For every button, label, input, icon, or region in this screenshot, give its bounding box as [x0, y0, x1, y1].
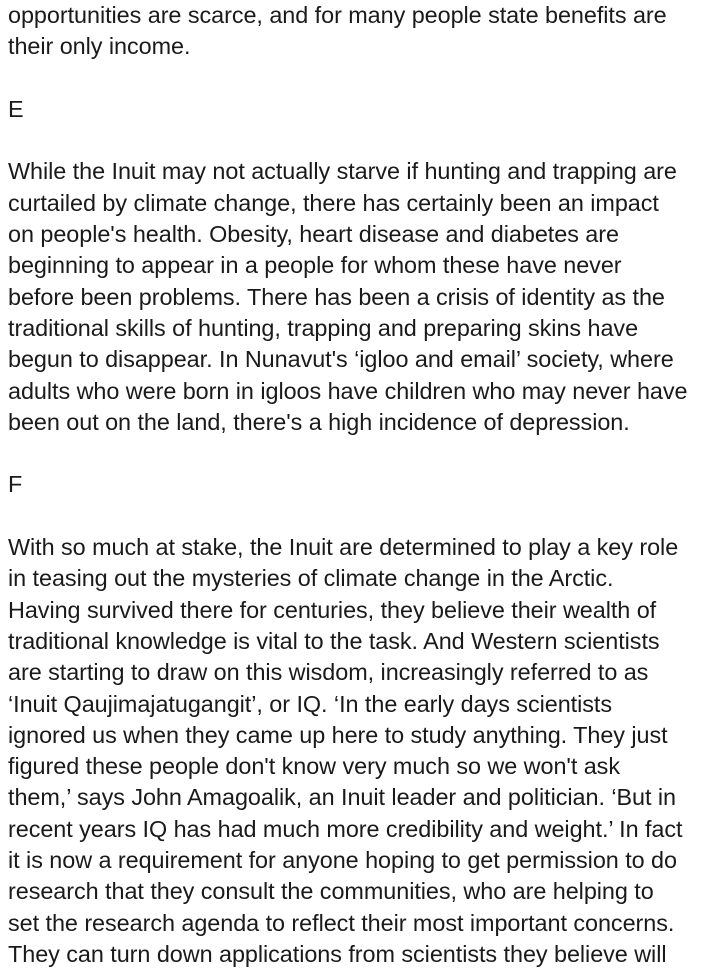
paragraph-section-e: [8, 156, 713, 438]
document-body: [8, 0, 713, 970]
paragraph-gap: [8, 63, 713, 94]
section-letter-f: F: [8, 471, 23, 498]
paragraph-section-f: [8, 532, 713, 970]
text-line: their only income.: [8, 33, 191, 60]
text-line: traditional knowledge is vital to the task. And Western scientists: [8, 627, 660, 654]
text-line: in teasing out the mysteries of climate change in the Arctic.: [8, 565, 614, 592]
text-line: are starting to draw on this wisdom, increasingly referred to as: [8, 659, 649, 686]
text-line: ‘Inuit Qaujimajatugangit’, or IQ. ‘In the early days scientists: [8, 690, 612, 717]
text-line: Having survived there for centuries, they believe their wealth of: [8, 596, 657, 623]
text-line: They can turn down applications from scientists they believe will: [8, 940, 667, 967]
text-line: curtailed by climate change, there has certainly been an impact: [8, 189, 659, 216]
text-line: on people's health. Obesity, heart disease and diabetes are: [8, 221, 619, 248]
text-line: been out on the land, there's a high incidence of depression.: [8, 408, 630, 435]
text-line: recent years IQ has had much more credibility and weight.’ In fact: [8, 815, 683, 842]
text-line: While the Inuit may not actually starve if hunting and trapping are: [8, 158, 677, 185]
text-line: research that they consult the communities, who are helping to: [8, 878, 654, 905]
text-line: begun to disappear. In Nunavut's ‘igloo and email’ society, where: [8, 346, 674, 373]
text-line: them,’ says John Amagoalik, an Inuit leader and politician. ‘But in: [8, 784, 677, 811]
paragraph-gap: [8, 501, 713, 532]
paragraph-gap: [8, 438, 713, 469]
text-line: With so much at stake, the Inuit are determined to play a key role: [8, 534, 679, 561]
text-line: adults who were born in igloos have children who may never have: [8, 377, 688, 404]
text-line: set the research agenda to reflect their most important concerns.: [8, 909, 675, 936]
section-letter-e: E: [8, 95, 24, 122]
text-line: ignored us when they came up here to study anything. They just: [8, 721, 668, 748]
text-line: traditional skills of hunting, trapping and preparing skins have: [8, 314, 639, 341]
text-line: it is now a requirement for anyone hoping to get permission to do: [8, 847, 677, 874]
text-line: beginning to appear in a people for whom these have never: [8, 252, 622, 279]
paragraph-gap: [8, 125, 713, 156]
text-line: opportunities are scarce, and for many people state benefits are: [8, 2, 667, 28]
paragraph-intro-tail: [8, 0, 713, 63]
text-line: before been problems. There has been a crisis of identity as the: [8, 283, 665, 310]
text-line: figured these people don't know very much so we won't ask: [8, 753, 620, 780]
